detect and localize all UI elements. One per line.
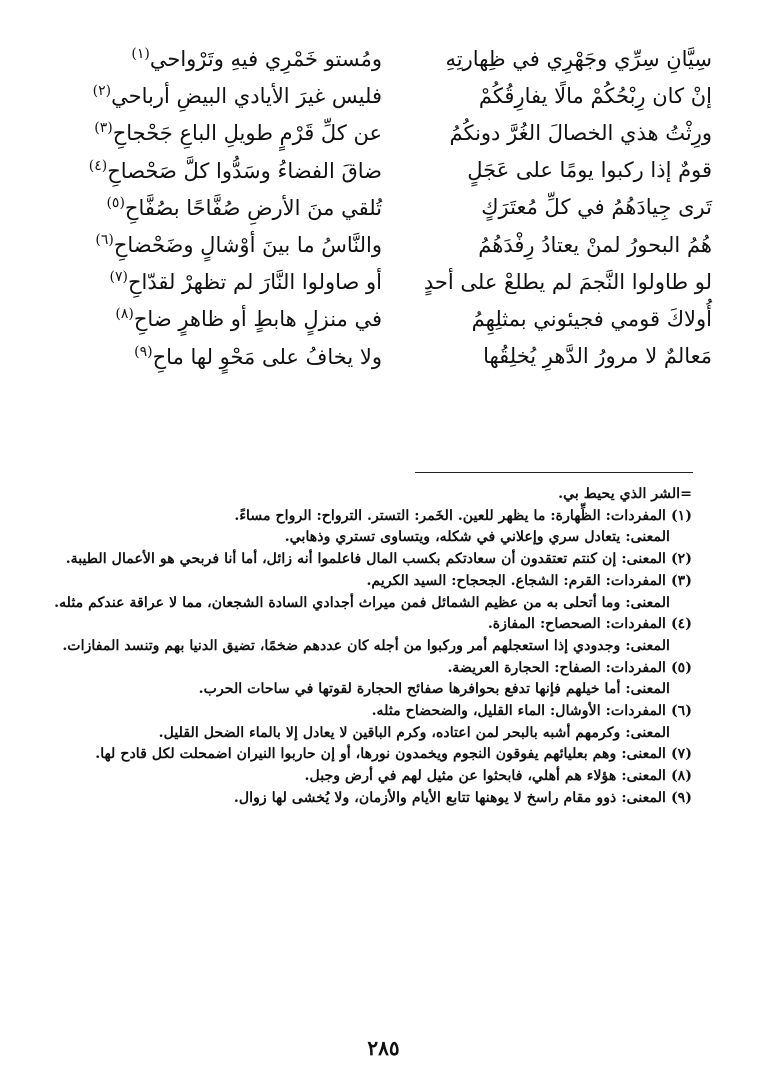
footnote-marker: (٤) [88, 157, 108, 174]
footnote-label: المعنى: [621, 789, 666, 806]
footnote-label: المعنى: [621, 746, 666, 763]
verse-second-hemistich [52, 232, 382, 257]
verse-text: أو صاولوا النَّارَ لم تظهرْ لقدّاحِ [127, 270, 382, 295]
footnote-number: (٧) [670, 746, 692, 763]
footnote-number: (٢) [670, 551, 692, 568]
verse-first-hemistich: قومٌ إذا ركبوا يومًا على عَجَلٍ [467, 158, 712, 183]
footnote-marker: (٩) [134, 343, 153, 360]
verse-first-hemistich: ورِثْتُ هذي الخصالَ الغُرَّ دونكُمُ [449, 120, 712, 145]
footnote-label: المعنى: [621, 768, 666, 785]
verse-first-hemistich: أُولاكَ قومي فجيئوني بمثلِهِمُ [471, 306, 712, 331]
footnote [52, 506, 692, 528]
poem-verse [52, 114, 712, 151]
verse-second-hemistich [52, 306, 382, 331]
verse-text: فليس غيرَ الأيادي البيضِ أرباحي [111, 84, 382, 109]
footnote-marker: (١) [131, 46, 150, 63]
footnote-continuation [52, 484, 692, 506]
footnote-marker: (٧) [109, 269, 128, 286]
footnote-number: (٥) [670, 659, 692, 676]
footnote [52, 658, 692, 680]
footnote-meaning [52, 527, 692, 549]
footnote-number: (٦) [670, 703, 692, 720]
poem-verse [52, 77, 712, 114]
footnotes [52, 484, 692, 810]
verse-first-hemistich: سِيَّانِ سِرِّي وجَهْرِي في ظِهارتِهِ [445, 46, 712, 71]
verse-second-hemistich [52, 195, 382, 220]
poem-verse [52, 338, 712, 375]
poem-verse [52, 189, 712, 226]
verse-second-hemistich [52, 120, 382, 145]
poem-verse [52, 263, 712, 300]
footnote-text: وهم بعليائهم يفوقون النجوم ويخمدون نورها، أو إن حاربوا النيران اضمحلت لكل قادح لها. [95, 746, 617, 763]
footnote-label: المعنى: [625, 529, 670, 546]
verse-text: والنَّاسُ ما بينَ أوْشالٍ وضَحْضاحِ [113, 233, 382, 258]
footnote-text: هؤلاء هم أهلي، فابحثوا عن مثيل لهم في أرض وجبل. [304, 768, 617, 785]
verse-first-hemistich: تَرى جِيادَهُمُ في كلِّ مُعتَرَكٍ [481, 195, 712, 220]
footnote-label: المعنى: [621, 551, 666, 568]
page-number: ٢٨٥ [367, 1036, 400, 1060]
footnote-number: (١) [670, 507, 692, 524]
footnote-meaning [52, 636, 692, 658]
verse-first-hemistich: هُمُ البحورُ لمنْ يعتادُ رِفْدَهُمُ [478, 232, 712, 257]
footnote-marker: (٢) [92, 83, 112, 100]
poem [52, 40, 712, 375]
verse-text: ولا يخافُ على مَحْوٍ لها ماحِ [152, 344, 382, 369]
verse-first-hemistich: إنْ كان رِبْحُكُمْ مالًا يفارِقُكُمْ [478, 83, 712, 108]
footnote-label: المعنى: [625, 594, 670, 611]
footnote-marker: (٥) [106, 194, 125, 211]
footnote [52, 788, 692, 810]
verse-second-hemistich [52, 158, 382, 183]
footnote-label: المعنى: [625, 681, 670, 698]
verse-first-hemistich: مَعالمٌ لا مرورُ الدَّهرِ يُخلِقُها [483, 344, 712, 369]
verse-text: ومُستو خَمْرِي فيهِ وتَرْواحي [149, 47, 382, 72]
verse-second-hemistich [52, 46, 382, 71]
footnote-text: الظِّهارة: ما يظهر للعين. الخَمر: التستر. الترواح: الرواح مساءً. [234, 507, 601, 524]
verse-second-hemistich [52, 269, 382, 294]
footnote-meaning [52, 723, 692, 745]
footnote-label: المفردات: [605, 703, 666, 720]
footnote [52, 614, 692, 636]
verse-second-hemistich [52, 83, 382, 108]
footnote-text: إن كنتم تعتقدون أن سعادتكم بكسب المال فاعلموا أنه زائل، أما أنا فربحي هو الأعمال الطيبة. [65, 551, 617, 568]
footnote-marker: (٣) [94, 120, 113, 137]
footnote [52, 766, 692, 788]
verse-first-hemistich: لو طاولوا النَّجمَ لم يطلعْ على أحدٍ [423, 269, 712, 294]
footnote-text: يتعادل سري وإعلاني في شكله، ويتساوى تستري وذهابي. [284, 529, 621, 546]
footnote [52, 571, 692, 593]
verse-text: عن كلِّ قَرْمٍ طويلِ الباعِ جَحْجاحِ [112, 121, 382, 146]
poem-verse [52, 40, 712, 77]
footnote-text: أما خيلهم فإنها تدفع بحوافرها صفائح الحجارة لقوتها في ساحات الحرب. [198, 681, 621, 698]
footnote-separator [415, 472, 693, 473]
poem-verse [52, 226, 712, 263]
footnote-text: القرم: الشجاع. الجحجاح: السيد الكريم. [366, 572, 601, 589]
poem-verse [52, 152, 712, 189]
verse-text: ضاقَ الفضاءُ وسَدُّوا كلَّ صَحْصاحِ [107, 158, 382, 183]
footnote-marker: (٨) [115, 306, 134, 323]
footnote-text: وما أتحلى به من عظيم الشمائل فمن ميراث أجدادي السادة الشجعان، مما لا عراقة عندكم مثله. [54, 594, 621, 611]
footnote-number: (٨) [670, 768, 692, 785]
verse-second-hemistich [52, 344, 382, 369]
footnote-label: المفردات: [605, 659, 666, 676]
verse-text: في منزلٍ هابطٍ أو ظاهرٍ ضاحِ [133, 307, 382, 332]
poem-verse [52, 300, 712, 337]
footnote-number: (٤) [670, 616, 692, 633]
footnote-meaning [52, 679, 692, 701]
footnote-label: المفردات: [605, 572, 666, 589]
footnote-meaning [52, 593, 692, 615]
footnote-text: الأوشال: الماء القليل، والضحضاح مثله. [371, 703, 601, 720]
footnote-number: (٣) [670, 572, 692, 589]
footnote [52, 701, 692, 723]
footnote-text: الصفاح: الحجارة العريضة. [447, 659, 601, 676]
verse-text: تُلقي منَ الأرضِ صُفَّاحًا بصُفَّاحِ [124, 195, 382, 220]
footnote [52, 744, 692, 766]
footnote-label: المعنى: [625, 724, 670, 741]
footnote-text: ذوو مقام راسخ لا يوهنها تتابع الأيام والأزمان، ولا يُخشى لها زوال. [233, 789, 617, 806]
footnote-marker: (٦) [95, 232, 114, 249]
footnote-text: وجدودي إذا استعجلهم أمر وركبوا من أجله كان عددهم ضخمًا، تضيق الدنيا بهم وتنسد المفازات. [62, 637, 621, 654]
footnote-label: المعنى: [625, 637, 670, 654]
footnote-text: =الشر الذي يحيط بي. [558, 486, 692, 502]
footnote-label: المفردات: [605, 616, 666, 633]
footnote-label: المفردات: [605, 507, 666, 524]
footnote-number: (٩) [670, 789, 692, 806]
footnote-text: وكرمهم أشبه بالبحر لمن اعتاده، وكرم الباقين لا يعادل إلا بالماء الضحل القليل. [158, 724, 621, 741]
footnote [52, 549, 692, 571]
footnote-text: الصحصاح: المفازة. [487, 616, 601, 633]
